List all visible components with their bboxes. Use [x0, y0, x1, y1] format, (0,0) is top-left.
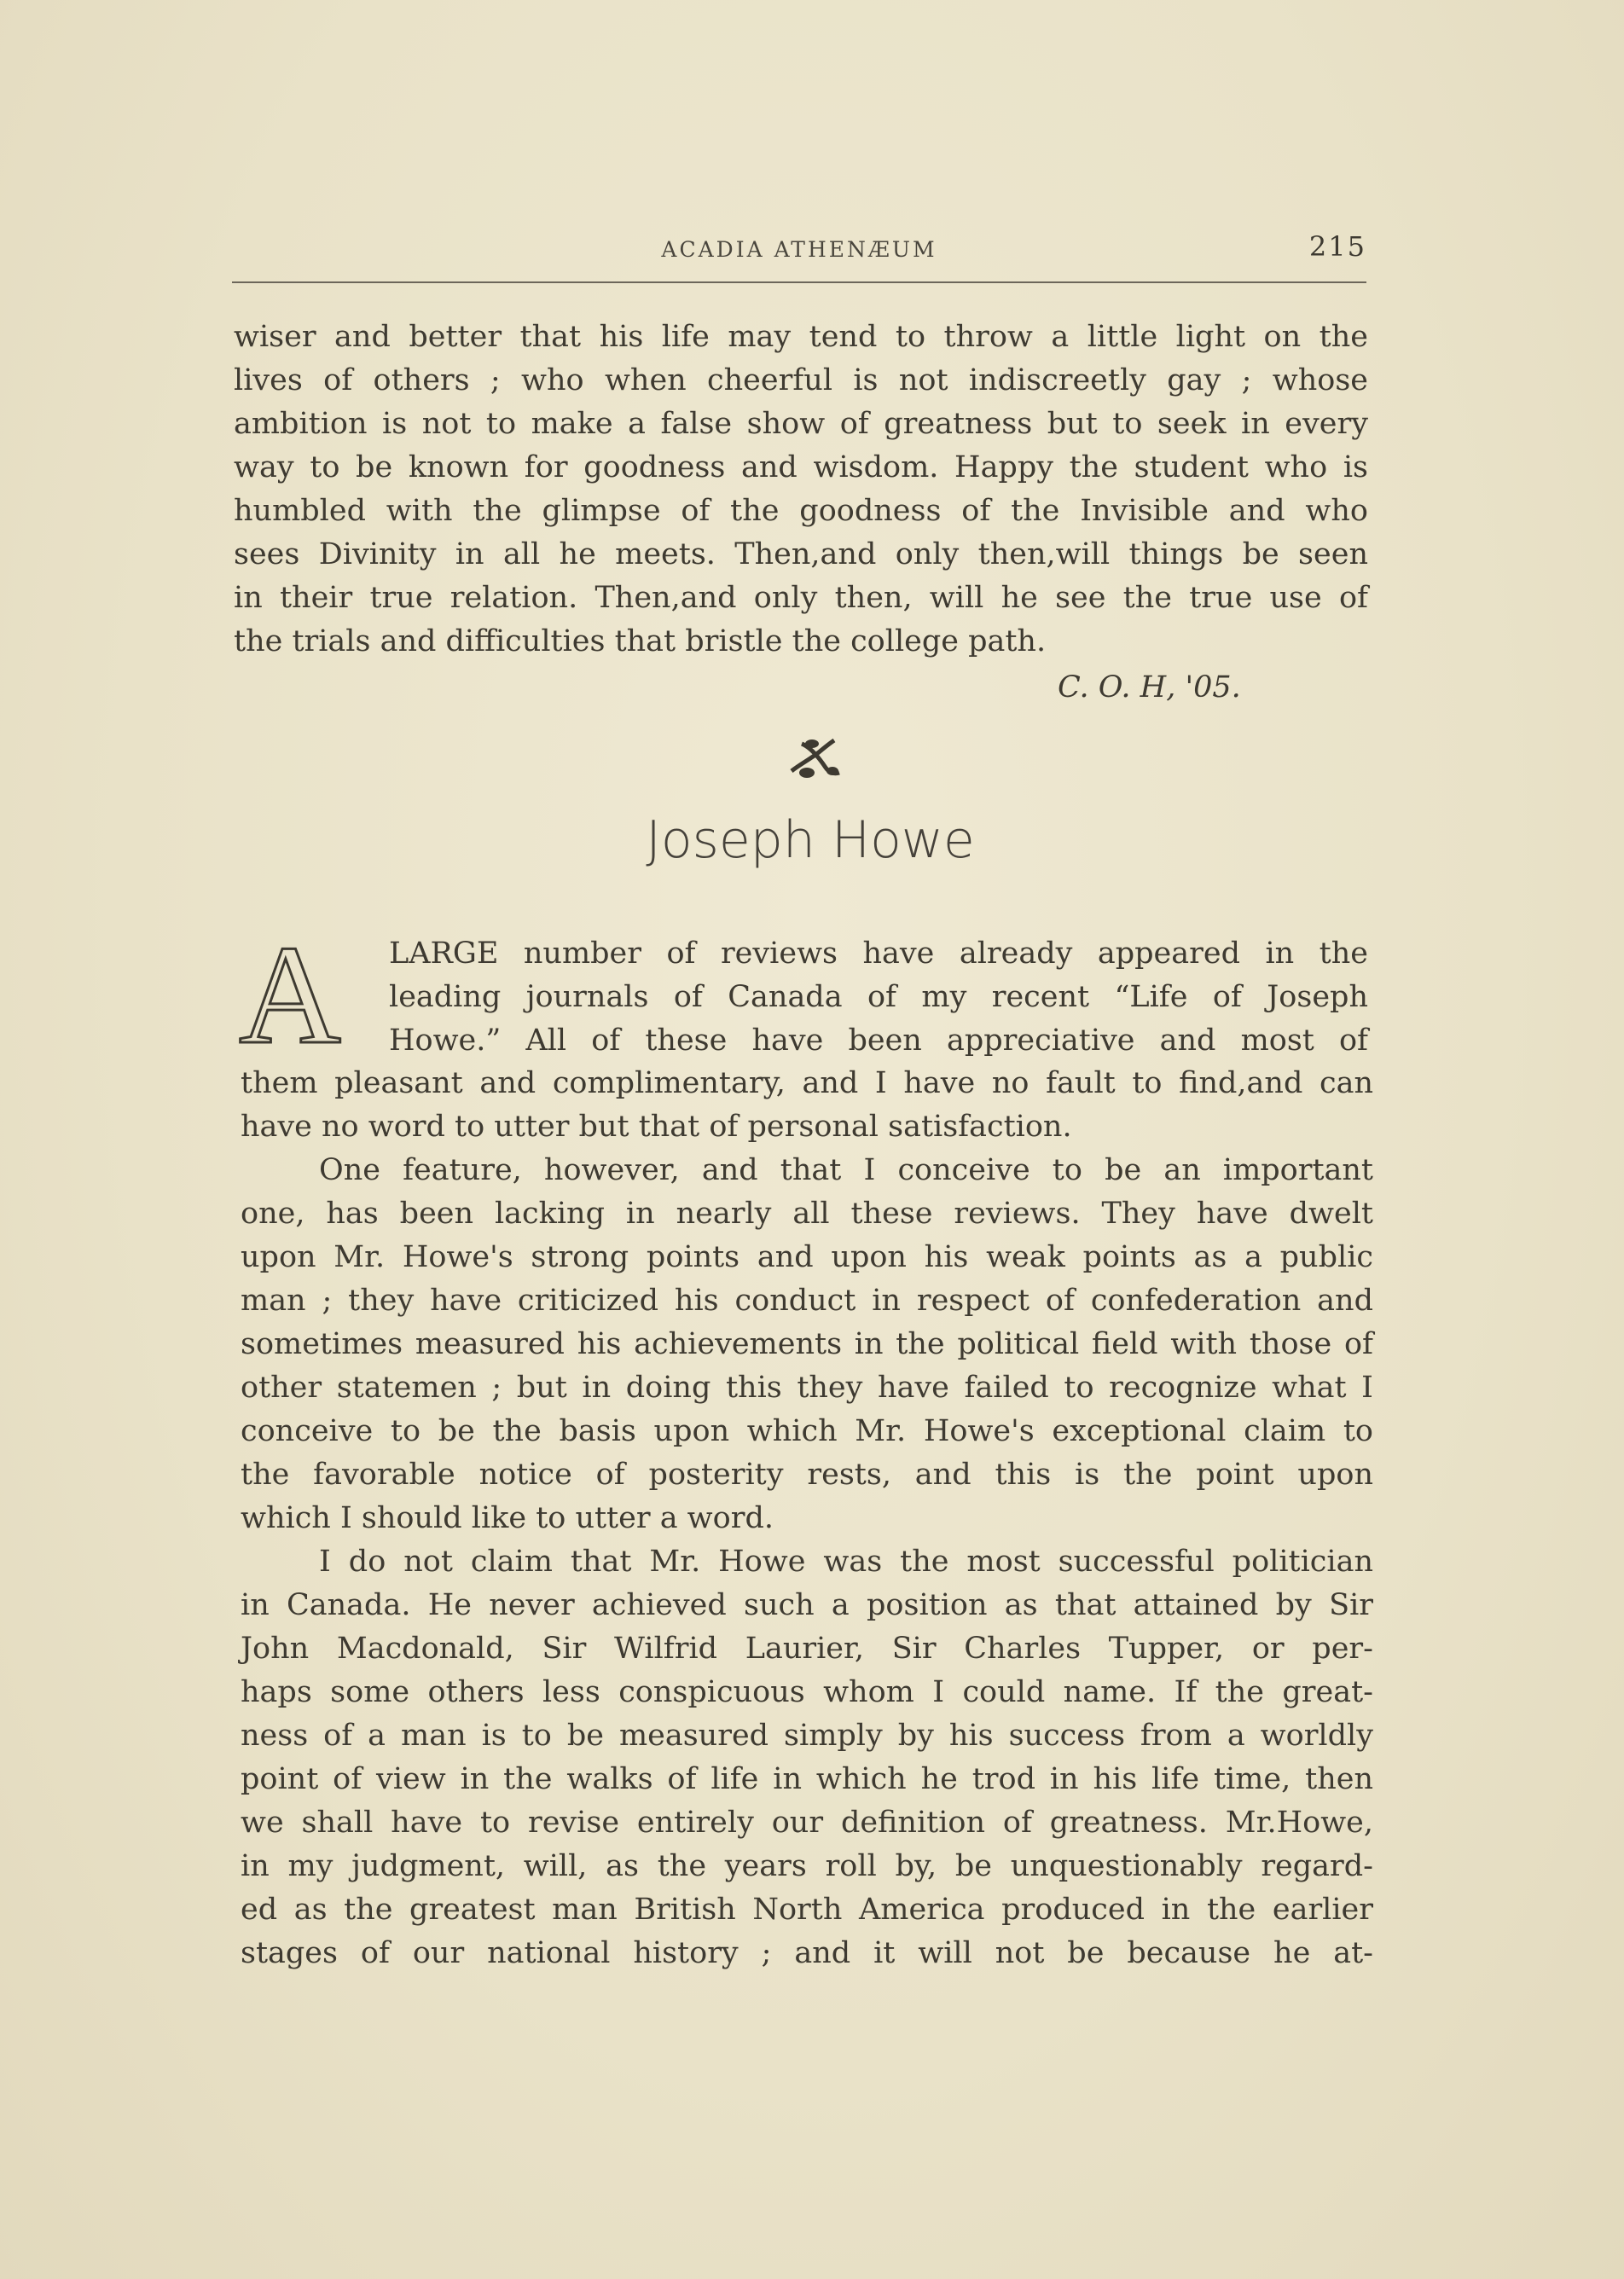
text-line: which I should like to utter a word. — [241, 1501, 774, 1535]
text-line: ambition is not to make a false show of greatness but to seek in every — [234, 407, 1368, 441]
text-line: other statemen ; but in doing this they have failed to recognize what I — [241, 1371, 1373, 1405]
text-line: upon Mr. Howe's strong points and upon his weak points as a public — [241, 1240, 1373, 1274]
journal-title: ACADIA ATHENÆUM — [661, 237, 937, 262]
page-number: 215 — [1308, 230, 1366, 263]
text-line: lives of others ; who when cheerful is not indiscreetly gay ; whose — [234, 363, 1368, 397]
text-line: Howe.” All of these have been appreciative and most of — [389, 1024, 1368, 1058]
text-line: man ; they have criticized his conduct in respect of confederation and — [241, 1284, 1373, 1318]
text-line: one, has been lacking in nearly all these reviews. They have dwelt — [241, 1197, 1373, 1231]
text-line: way to be known for goodness and wisdom. Happy the student who is — [234, 450, 1368, 484]
text-line: the favorable notice of posterity rests, and this is the point upon — [241, 1458, 1373, 1492]
text-line: One feature, however, and that I conceive to be an important — [319, 1153, 1373, 1187]
drop-cap: A — [239, 916, 341, 1073]
text-line: have no word to utter but that of personal satisfaction. — [241, 1110, 1072, 1144]
text-line: in their true relation. Then,and only then, will he see the true use of — [234, 581, 1368, 615]
text-line: ness of a man is to be measured simply by his success from a worldly — [241, 1719, 1373, 1753]
text-line: sees Divinity in all he meets. Then,and only then,will things be seen — [234, 537, 1368, 571]
running-head — [232, 230, 1366, 283]
text-line: sometimes measured his achievements in the political field with those of — [241, 1327, 1373, 1361]
text-line: them pleasant and complimentary, and I have no fault to find,and can — [241, 1066, 1373, 1100]
opening-paragraph-continued — [241, 1062, 1373, 1149]
text-line: we shall have to revise entirely our definition of greatness. Mr.Howe, — [241, 1806, 1373, 1840]
text-line: LARGE number of reviews have already appeared in the — [389, 937, 1368, 971]
text-line: John Macdonald, Sir Wilfrid Laurier, Sir Charles Tupper, or per- — [241, 1632, 1373, 1666]
text-line: humbled with the glimpse of the goodness of the Invisible and who — [234, 494, 1368, 528]
paragraph-3 — [241, 1540, 1373, 1975]
text-line: wiser and better that his life may tend to throw a little light on the — [234, 320, 1368, 354]
text-line: ed as the greatest man British North America produced in the earlier — [241, 1893, 1373, 1927]
text-line: in my judgment, will, as the years roll by, be unquestionably regard- — [241, 1849, 1373, 1883]
text-line: point of view in the walks of life in which he trod in his life time, then — [241, 1762, 1373, 1796]
paragraph-2 — [241, 1149, 1373, 1540]
text-line: haps some others less conspicuous whom I could name. If the great- — [241, 1675, 1373, 1709]
text-line: the trials and difficulties that bristle the college path. — [234, 624, 1047, 658]
text-line: conceive to be the basis upon which Mr. Howe's exceptional claim to — [241, 1414, 1373, 1448]
continued-paragraph — [234, 316, 1368, 664]
author-signature: C. O. H, '05. — [1058, 670, 1241, 705]
text-line: leading journals of Canada of my recent “Life of Joseph — [389, 980, 1368, 1014]
article-title: Joseph Howe — [646, 810, 975, 870]
text-line: I do not claim that Mr. Howe was the most successful politician — [319, 1545, 1373, 1579]
opening-lines — [389, 932, 1368, 1063]
text-line: stages of our national history ; and it will not be because he at- — [241, 1936, 1373, 1970]
fleuron-ornament-icon — [785, 734, 844, 785]
text-line: in Canada. He never achieved such a position as that attained by Sir — [241, 1588, 1373, 1622]
